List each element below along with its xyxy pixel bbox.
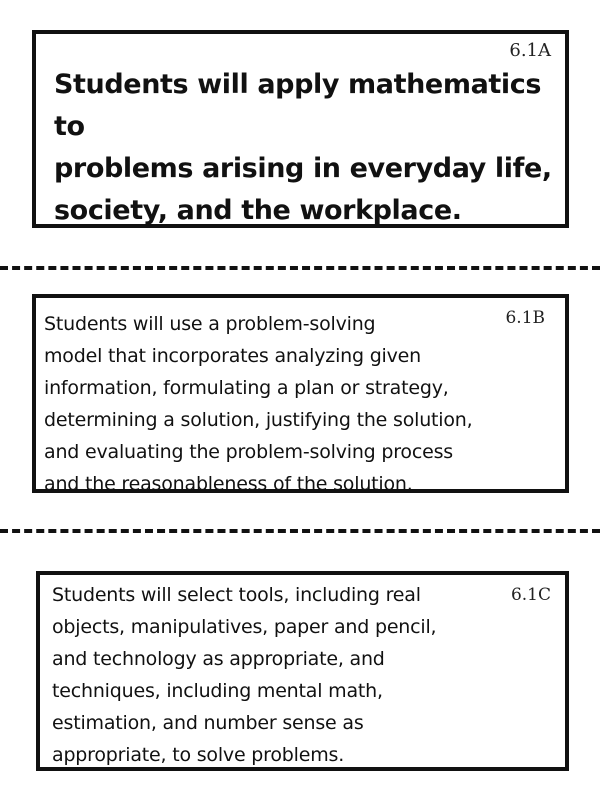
standard-text: Students will use a problem-solving model that incorporates analyzing given information, formulating a plan or strategy, determining a solution, justifying the solution, and evaluating the problem-solving process and the reasonableness of the solution. — [44, 313, 473, 495]
standard-card-6-1b — [32, 294, 569, 493]
dashed-cut-line — [0, 266, 600, 270]
standard-code: 6.1A — [509, 40, 551, 61]
standard-text: Students will select tools, including real objects, manipulatives, paper and pencil, and technology as appropriate, and techniques, including mental math, estimation, and number sense as appropriate, to solve problems. — [52, 584, 437, 766]
standard-code: 6.1B — [505, 308, 545, 328]
standard-card-6-1c — [36, 571, 569, 771]
standard-code: 6.1C — [510, 585, 551, 605]
standard-card-6-1a — [32, 30, 569, 228]
dashed-cut-line — [0, 529, 600, 533]
standard-text: Students will apply mathematics to problems arising in everyday life, society, and the workplace. — [54, 69, 552, 226]
